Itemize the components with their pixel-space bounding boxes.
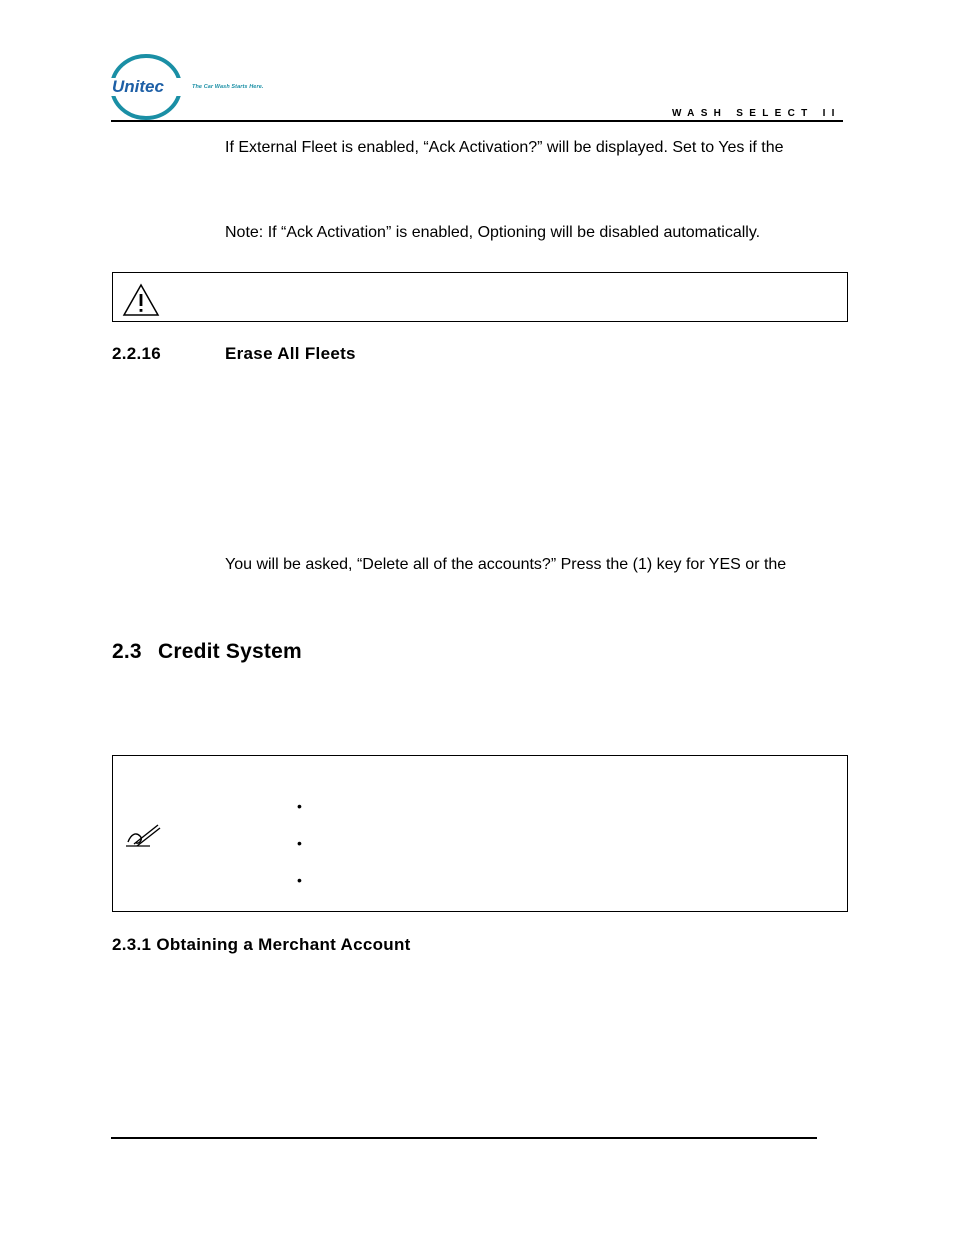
- unitec-logo: [109, 54, 185, 120]
- section-number-erase: 2.2.16: [112, 344, 162, 363]
- section-title-erase: Erase All Fleets: [225, 344, 356, 363]
- ack-activation-paragraph: If External Fleet is enabled, “Ack Activation?” will be displayed. Set to Yes if the: [225, 139, 784, 156]
- delete-accounts-paragraph: You will be asked, “Delete all of the accounts?” Press the (1) key for YES or the: [225, 556, 787, 573]
- note-bullet: •: [297, 798, 302, 814]
- section-number-credit: 2.3: [112, 640, 142, 663]
- note-pencil-icon: [124, 822, 162, 848]
- ack-activation-note: Note: If “Ack Activation” is enabled, Optioning will be disabled automatically.: [225, 224, 761, 241]
- warning-box: [112, 272, 848, 322]
- footer-rule: [111, 1137, 817, 1139]
- svg-text:Unitec: Unitec: [112, 77, 164, 96]
- section-title-merchant: 2.3.1 Obtaining a Merchant Account: [112, 935, 411, 954]
- logo-tagline: The Car Wash Starts Here.: [192, 84, 264, 90]
- note-box: [112, 755, 848, 912]
- product-name: WASH SELECT II: [672, 108, 841, 119]
- warning-triangle-icon: [122, 283, 160, 317]
- header-rule: [111, 120, 843, 122]
- note-bullet: •: [297, 835, 302, 851]
- note-bullet: •: [297, 872, 302, 888]
- section-title-credit: Credit System: [158, 640, 302, 663]
